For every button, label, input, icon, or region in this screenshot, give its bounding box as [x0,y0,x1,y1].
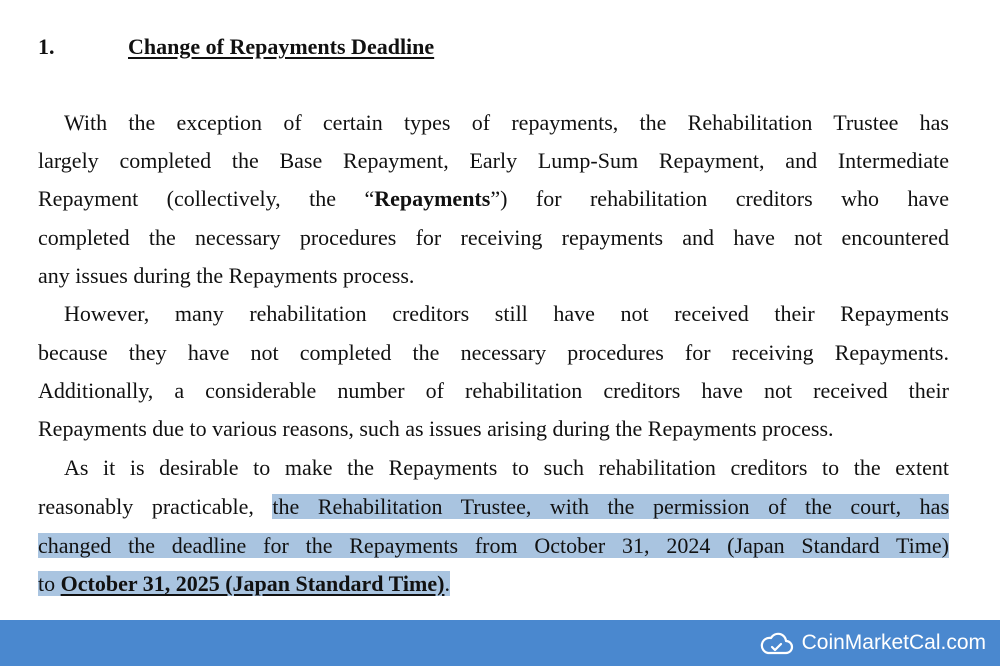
paragraph-3-line-1: As it is desirable to make the Repayments to such rehabilitation creditors to the extent [64,455,949,480]
cloud-calendar-icon [760,629,794,657]
highlighted-text: the Rehabilitation Trustee, with the permission of the court, has [272,494,950,519]
section-title: Change of Repayments Deadline [128,34,435,59]
p3-period: . [444,571,450,596]
p3-text-a: reasonably practicable, [38,494,273,519]
footer-bar [0,620,1000,666]
paragraph-2-line-1: However, many rehabilitation creditors still have not received their Repayments [64,301,949,326]
paragraph-1-line-1: With the exception of certain types of repayments, the Rehabilitation Trustee has [64,110,949,135]
paragraph-3-line-4 [38,569,949,599]
paragraph-3-line-2 [38,492,949,522]
brand-name: CoinMarketCal.com [801,631,986,654]
paragraph-1-line-3 [38,184,949,214]
paragraph-2-line-4: Repayments due to various reasons, such as issues arising during the Repayments process. [38,416,834,441]
section-heading [38,32,434,62]
p1-text-c: ”) for rehabilitation creditors who have [490,186,950,211]
brand-watermark [760,628,986,658]
paragraph-3-line-3 [38,531,949,561]
p1-text-a: Repayment (collectively, the “ [38,186,375,211]
highlighted-text [38,571,450,596]
p3-text-to: to [38,571,61,596]
highlighted-text: changed the deadline for the Repayments from October 31, 2024 (Japan Standard Time) [38,533,949,558]
repayments-defined-term: Repayments [374,186,491,211]
paragraph-1-line-4: completed the necessary procedures for receiving repayments and have not encountered [38,225,949,250]
paragraph-1-line-5: any issues during the Repayments process. [38,263,415,288]
paragraph-2-line-2: because they have not completed the necessary procedures for receiving Repayments. [38,340,949,365]
paragraph-2-line-3: Additionally, a considerable number of rehabilitation creditors have not received their [38,378,949,403]
section-number: 1. [38,34,55,59]
paragraph-1-line-2: largely completed the Base Repayment, Early Lump-Sum Repayment, and Intermediate [38,148,949,173]
new-deadline: October 31, 2025 (Japan Standard Time) [60,571,445,596]
